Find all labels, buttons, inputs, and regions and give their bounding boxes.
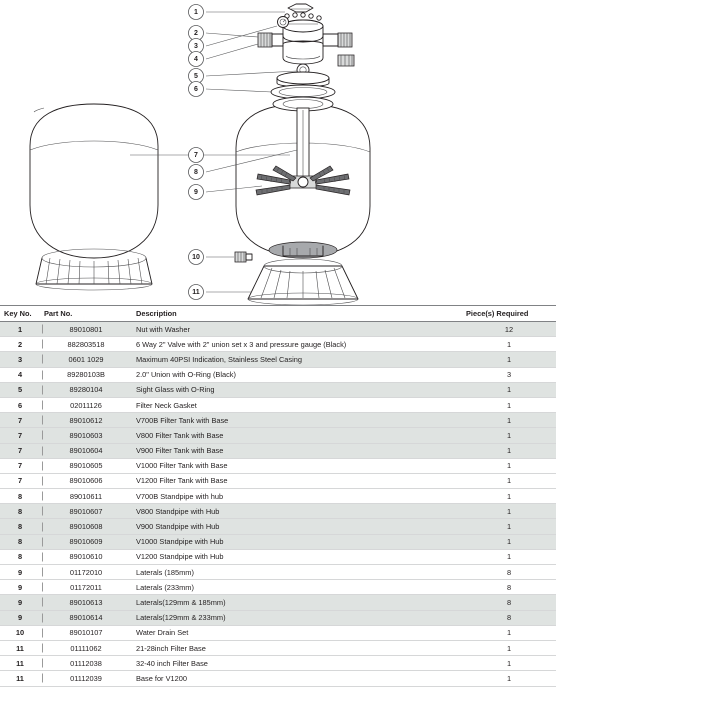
cell-part-number: 89010604 [40,443,132,458]
cell-key: 9 [0,580,40,595]
cell-part-number: 89010614 [40,610,132,625]
parts-diagram [0,0,718,305]
cell-quantity: 1 [462,337,556,352]
cell-part-number: 89010607 [40,504,132,519]
header-description: Description [132,306,462,322]
callout-label: 3 [194,43,198,50]
cell-part-number: 89010612 [40,413,132,428]
cell-key: 11 [0,656,40,671]
cell-description: 21-28inch Filter Base [132,640,462,655]
cell-quantity: 1 [462,671,556,686]
cell-quantity: 1 [462,458,556,473]
callout-label: 8 [194,169,198,176]
cell-part-number: 0601 1029 [40,352,132,367]
table-row [0,519,556,534]
callout-label: 5 [194,73,198,80]
callout-markers [189,5,204,300]
table-row [0,367,556,382]
cell-description: Filter Neck Gasket [132,397,462,412]
cell-key: 6 [0,397,40,412]
water-drain-set [235,252,252,262]
cell-part-number: 01112038 [40,656,132,671]
filter-base [248,259,358,305]
cell-quantity: 1 [462,640,556,655]
cell-part-number: 89010609 [40,534,132,549]
table-header-row [0,306,556,322]
table-row [0,595,556,610]
table-row [0,640,556,655]
cell-quantity: 1 [462,656,556,671]
cell-quantity: 1 [462,413,556,428]
cell-description: V900 Standpipe with Hub [132,519,462,534]
cell-key: 8 [0,549,40,564]
cell-description: V1200 Standpipe with Hub [132,549,462,564]
cell-part-number: 02011126 [40,397,132,412]
cell-quantity: 1 [462,473,556,488]
cell-description: Base for V1200 [132,671,462,686]
parts-table [0,305,556,687]
table-row [0,428,556,443]
header-key: Key No. [0,306,40,322]
assembled-tank [30,104,158,290]
cell-part-number: 89010606 [40,473,132,488]
cell-description: 2.0" Union with O-Ring (Black) [132,367,462,382]
callout-label: 1 [194,9,198,16]
cell-description: Maximum 40PSI Indication, Stainless Steel Casing [132,352,462,367]
callout-label: 11 [192,289,200,296]
valve-assembly [258,4,354,99]
cell-key: 8 [0,519,40,534]
cutaway-tank [236,97,370,258]
cell-quantity: 1 [462,549,556,564]
cell-key: 7 [0,473,40,488]
header-qty: Piece(s) Required [462,306,556,322]
cell-description: V700B Standpipe with hub [132,489,462,504]
cell-quantity: 12 [462,322,556,337]
table-row [0,610,556,625]
table-row [0,656,556,671]
cell-description: Nut with Washer [132,322,462,337]
table-row [0,549,556,564]
cell-quantity: 8 [462,610,556,625]
table-row [0,489,556,504]
cell-part-number: 89010801 [40,322,132,337]
table-row [0,337,556,352]
callout-label: 9 [194,189,198,196]
cell-description: Water Drain Set [132,625,462,640]
cell-description: V700B Filter Tank with Base [132,413,462,428]
cell-description: Laterals (233mm) [132,580,462,595]
cell-key: 3 [0,352,40,367]
cell-part-number: 89010610 [40,549,132,564]
callout-label: 6 [194,86,198,93]
cell-description: V1000 Filter Tank with Base [132,458,462,473]
cell-description: V1200 Filter Tank with Base [132,473,462,488]
cell-quantity: 1 [462,534,556,549]
cell-key: 8 [0,534,40,549]
callout-label: 10 [192,254,200,261]
cell-quantity: 8 [462,595,556,610]
cell-part-number: 89280104 [40,382,132,397]
table-row [0,565,556,580]
cell-key: 11 [0,671,40,686]
cell-quantity: 1 [462,352,556,367]
parts-table-container [0,305,718,687]
cell-key: 2 [0,337,40,352]
cell-description: Laterals(129mm & 185mm) [132,595,462,610]
cell-part-number: 89010608 [40,519,132,534]
cell-key: 4 [0,367,40,382]
cell-quantity: 1 [462,504,556,519]
table-row [0,534,556,549]
table-row [0,458,556,473]
cell-description: V1000 Standpipe with Hub [132,534,462,549]
cell-key: 9 [0,610,40,625]
cell-description: V800 Standpipe with Hub [132,504,462,519]
cell-description: Laterals(129mm & 233mm) [132,610,462,625]
cell-quantity: 1 [462,443,556,458]
cell-part-number: 01172010 [40,565,132,580]
cell-quantity: 8 [462,565,556,580]
cell-description: 32-40 inch Filter Base [132,656,462,671]
cell-quantity: 3 [462,367,556,382]
header-part: Part No. [40,306,132,322]
cell-quantity: 1 [462,382,556,397]
table-row [0,580,556,595]
cell-description: V800 Filter Tank with Base [132,428,462,443]
cell-key: 5 [0,382,40,397]
cell-key: 7 [0,443,40,458]
cell-key: 1 [0,322,40,337]
cell-description: Sight Glass with O-Ring [132,382,462,397]
table-row [0,671,556,686]
table-row [0,504,556,519]
callout-label: 2 [194,30,198,37]
cell-key: 7 [0,413,40,428]
cell-part-number: 89010605 [40,458,132,473]
cell-key: 7 [0,458,40,473]
table-row [0,397,556,412]
cell-key: 8 [0,489,40,504]
cell-quantity: 1 [462,519,556,534]
table-row [0,322,556,337]
cell-part-number: 882803518 [40,337,132,352]
table-row [0,352,556,367]
cell-quantity: 8 [462,580,556,595]
cell-quantity: 1 [462,489,556,504]
cell-key: 7 [0,428,40,443]
cell-key: 8 [0,504,40,519]
cell-quantity: 1 [462,428,556,443]
cell-part-number: 89010613 [40,595,132,610]
callout-label: 7 [194,152,198,159]
cell-description: Laterals (185mm) [132,565,462,580]
cell-key: 9 [0,565,40,580]
cell-quantity: 1 [462,397,556,412]
cell-key: 10 [0,625,40,640]
cell-part-number: 89010107 [40,625,132,640]
table-row [0,382,556,397]
table-row [0,625,556,640]
table-row [0,473,556,488]
table-row [0,443,556,458]
cell-part-number: 01111062 [40,640,132,655]
cell-part-number: 89010603 [40,428,132,443]
cell-description: V900 Filter Tank with Base [132,443,462,458]
table-row [0,413,556,428]
cell-key: 11 [0,640,40,655]
cell-part-number: 89010611 [40,489,132,504]
cell-part-number: 01172011 [40,580,132,595]
table-body [0,322,556,687]
callout-label: 4 [194,56,198,63]
cell-part-number: 89280103B [40,367,132,382]
cell-quantity: 1 [462,625,556,640]
cell-key: 9 [0,595,40,610]
cell-description: 6 Way 2" Valve with 2" union set x 3 and pressure gauge (Black) [132,337,462,352]
cell-part-number: 01112039 [40,671,132,686]
